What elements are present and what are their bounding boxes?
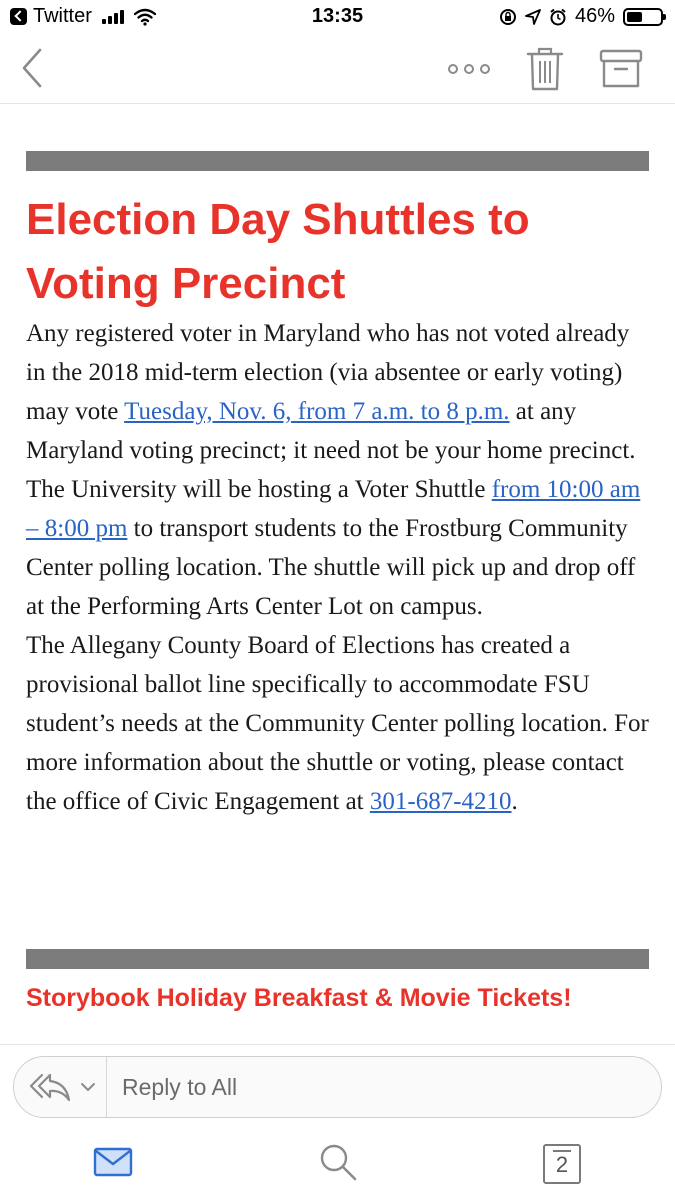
archive-button[interactable]: [598, 48, 644, 90]
cellular-signal-icon: [102, 10, 124, 24]
reply-separator: [106, 1057, 107, 1117]
paragraph-text: at any Maryland voting precinct; it need not be your home precinct.: [26, 398, 636, 464]
paragraph-text: .: [511, 788, 518, 815]
reply-all-icon[interactable]: [28, 1071, 72, 1103]
section-divider: [26, 151, 649, 171]
tab-count-button[interactable]: 2: [543, 1144, 581, 1184]
alarm-icon: [549, 8, 567, 26]
message-toolbar: [0, 34, 675, 104]
status-time: 13:35: [311, 5, 364, 27]
tab-bar: [0, 1128, 675, 1200]
voting-hours-link[interactable]: Tuesday, Nov. 6, from 7 a.m. to 8 p.m.: [124, 398, 510, 425]
phone-number-link[interactable]: 301-687-4210: [369, 788, 512, 815]
more-options-button[interactable]: [444, 56, 494, 82]
location-icon: [525, 9, 541, 25]
mail-tab-icon[interactable]: [93, 1146, 133, 1178]
reply-bar: [0, 1044, 675, 1128]
reply-box: [13, 1056, 662, 1118]
paragraph-text: The Allegany County Board of Elections has created a provisional ballot line specifically to accommodate FSU student’s needs at the Community Center polling location. For more information about the shuttle or voting, please contact the office of Civic Engagement at: [26, 632, 649, 815]
section-divider: [26, 949, 649, 969]
battery-icon: [623, 8, 663, 26]
shuttle-hours-link[interactable]: from 10:00 am – 8:00 pm: [26, 476, 641, 542]
battery-percent: 46%: [574, 5, 615, 27]
orientation-lock-icon: [499, 8, 517, 26]
status-bar: [0, 0, 675, 34]
back-to-app[interactable]: [10, 5, 156, 28]
search-tab-icon[interactable]: [318, 1142, 358, 1182]
paragraph-text: Any registered voter in Maryland who has not voted already in the 2018 mid-term election (via absentee or early voting) may vote: [26, 320, 630, 425]
paragraph-shuttle: [26, 470, 651, 626]
back-to-app-icon: [10, 8, 27, 25]
back-button[interactable]: [14, 46, 54, 90]
paragraph-provisional-ballot: [26, 626, 651, 821]
paragraph-text: The University will be hosting a Voter Shuttle: [26, 476, 492, 503]
chevron-down-icon[interactable]: [80, 1079, 96, 1095]
wifi-icon: [134, 8, 156, 26]
battery-level: [627, 12, 642, 22]
paragraph-text: to transport students to the Frostburg Community Center polling location. The shuttle will pick up and drop off at the Performing Arts Center Lot on campus.: [26, 515, 636, 620]
paragraph-voting-hours: [26, 314, 651, 470]
back-app-label: Twitter: [33, 5, 92, 27]
email-body-text: [26, 314, 651, 821]
email-body[interactable]: [0, 104, 675, 1044]
trash-button[interactable]: [524, 46, 566, 92]
email-headline: Election Day Shuttles to Voting Precinct: [26, 195, 530, 308]
next-section-headline: Storybook Holiday Breakfast & Movie Tickets!: [26, 984, 572, 1012]
reply-input[interactable]: [122, 1057, 642, 1117]
